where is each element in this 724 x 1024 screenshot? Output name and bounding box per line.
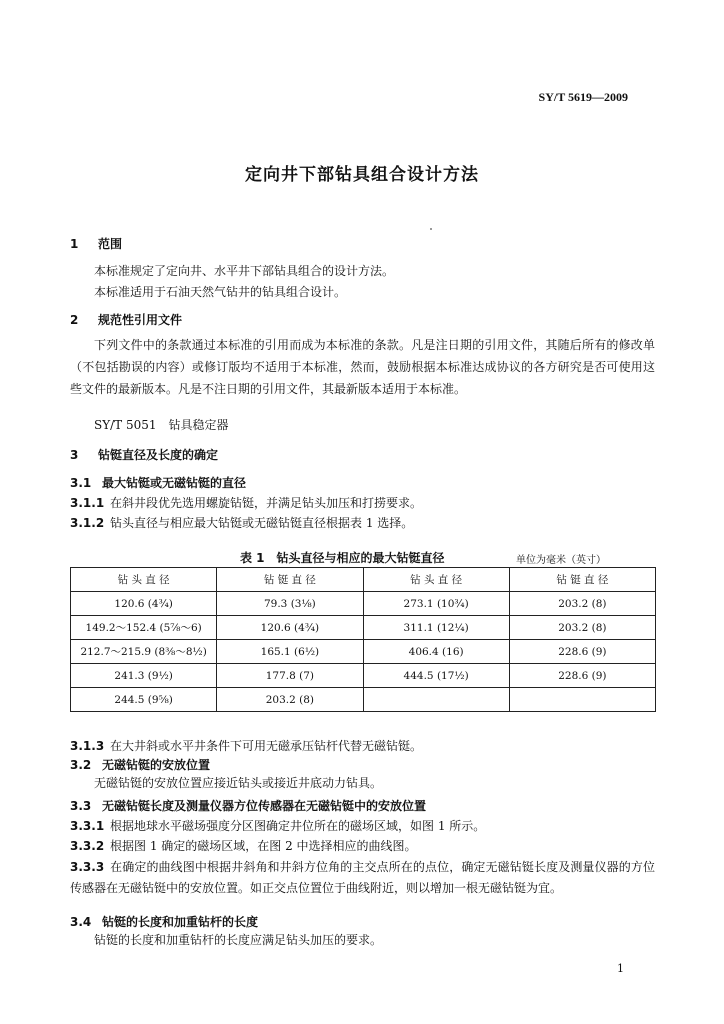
table-cell [509,688,655,712]
table-cell: 203.2 (8) [509,616,655,640]
table-cell: 203.2 (8) [509,592,655,616]
clause-number: 3.1.2 [70,516,105,530]
clause-text: 钻头直径与相应最大钻铤或无磁钻铤直径根据表 1 选择。 [110,516,414,530]
clause-3-1-heading [70,474,246,491]
clause-number: 3.3.3 [70,860,105,874]
table-cell: 228.6 (9) [509,640,655,664]
section-number: 3 [70,448,79,462]
scan-speck [430,228,432,230]
page-number: 1 [617,962,624,975]
clause-title: 钻铤的长度和加重钻杆的长度 [102,915,259,929]
table-cell: 203.2 (8) [217,688,363,712]
table-cell: 212.7～215.9 (8⅜～8½) [71,640,217,664]
clause-text: 根据地球水平磁场强度分区图确定井位所在的磁场区域，如图 1 所示。 [110,819,486,833]
table-cell: 241.3 (9½) [71,664,217,688]
table-cell: 79.3 (3⅛) [217,592,363,616]
table-row [71,616,656,640]
clause-number: 3.2 [70,758,92,772]
column-header: 钻 头 直 径 [71,568,217,592]
clause-3-1-1 [70,494,422,511]
clause-title: 无磁钻铤长度及测量仪器方位传感器在无磁钻铤中的安放位置 [102,799,427,813]
table-cell: 444.5 (17½) [363,664,509,688]
clause-text: 根据图 1 确定的磁场区域，在图 2 中选择相应的曲线图。 [110,839,417,853]
clause-3-1-3 [70,737,422,754]
clause-3-3-3 [70,857,655,899]
clause-number: 3.4 [70,915,92,929]
section-2-paragraph: 下列文件中的条款通过本标准的引用而成为本标准的条款。凡是注日期的引用文件，其随后所有的修改单（不包括勘误的内容）或修订版均不适用于本标准，然而，鼓励根据本标准达成协议的各方研究是否可使用这些文件的最新版本。凡是不注日期的引用文件，其最新版本适用于本标准。 [70,338,655,396]
clause-3-4-heading [70,913,258,930]
standard-code: SY/T 5619—2009 [538,90,628,104]
clause-number: 3.3 [70,799,92,813]
clause-3-4-text: 钻铤的长度和加重钻杆的长度应满足钻头加压的要求。 [94,933,383,947]
clause-text: 在斜井段优先选用螺旋钻铤，并满足钻头加压和打捞要求。 [110,496,423,510]
clause-3-3-heading [70,797,426,814]
table-row [71,640,656,664]
document-title: 定向井下部钻具组合设计方法 [245,165,479,185]
clause-number: 3.1.1 [70,496,105,510]
table-cell: 311.1 (12¼) [363,616,509,640]
clause-title: 最大钻铤或无磁钻铤的直径 [102,476,247,490]
table-cell: 406.4 (16) [363,640,509,664]
table-cell [363,688,509,712]
table-cell: 273.1 (10¾) [363,592,509,616]
table-row [71,592,656,616]
section-title: 规范性引用文件 [98,313,183,327]
table-cell: 120.6 (4¾) [71,592,217,616]
table-header-row [71,568,656,592]
section-title: 钻铤直径及长度的确定 [98,448,219,462]
clause-number: 3.3.1 [70,819,105,833]
table-cell: 120.6 (4¾) [217,616,363,640]
column-header: 钻 铤 直 径 [509,568,655,592]
clause-number: 3.1 [70,476,92,490]
table-1-caption: 表 1 钻头直径与相应的最大钻铤直径 [240,551,445,565]
section-1-paragraph-2: 本标准适用于石油天然气钻井的钻具组合设计。 [94,285,347,299]
clause-3-2-text: 无磁钻铤的安放位置应接近钻头或接近井底动力钻具。 [94,776,383,790]
clause-3-1-2 [70,514,413,531]
clause-3-3-2 [70,837,417,854]
clause-number: 3.1.3 [70,739,105,753]
table-cell: 149.2～152.4 (5⅞～6) [71,616,217,640]
table-row [71,664,656,688]
table-cell: 228.6 (9) [509,664,655,688]
section-2-heading [70,311,182,328]
section-1-paragraph-1: 本标准规定了定向井、水平井下部钻具组合的设计方法。 [94,264,395,278]
column-header: 钻 头 直 径 [363,568,509,592]
clause-text: 在大井斜或水平井条件下可用无磁承压钻杆代替无磁钻铤。 [110,739,423,753]
table-1 [70,567,656,712]
clause-title: 无磁钻铤的安放位置 [102,758,211,772]
clause-number: 3.3.2 [70,839,105,853]
table-cell: 165.1 (6½) [217,640,363,664]
column-header: 钻 铤 直 径 [217,568,363,592]
section-title: 范围 [98,237,123,251]
table-row [71,688,656,712]
section-number: 2 [70,313,79,327]
normative-reference: SY/T 5051 钻具稳定器 [94,418,229,432]
section-1-heading [70,235,122,252]
clause-3-3-1 [70,817,485,834]
clause-3-2-heading [70,756,210,773]
table-cell: 177.8 (7) [217,664,363,688]
section-number: 1 [70,237,79,251]
section-3-heading [70,446,218,463]
table-1-unit: 单位为毫米（英寸） [516,555,606,566]
table-cell: 244.5 (9⅝) [71,688,217,712]
clause-text: 在确定的曲线图中根据井斜角和井斜方位角的主交点所在的点位，确定无磁钻铤长度及测量仪器的方位传感器在无磁钻铤中的安放位置。如正交点位置位于曲线附近，则以增加一根无磁钻铤为宜。 [70,860,655,895]
